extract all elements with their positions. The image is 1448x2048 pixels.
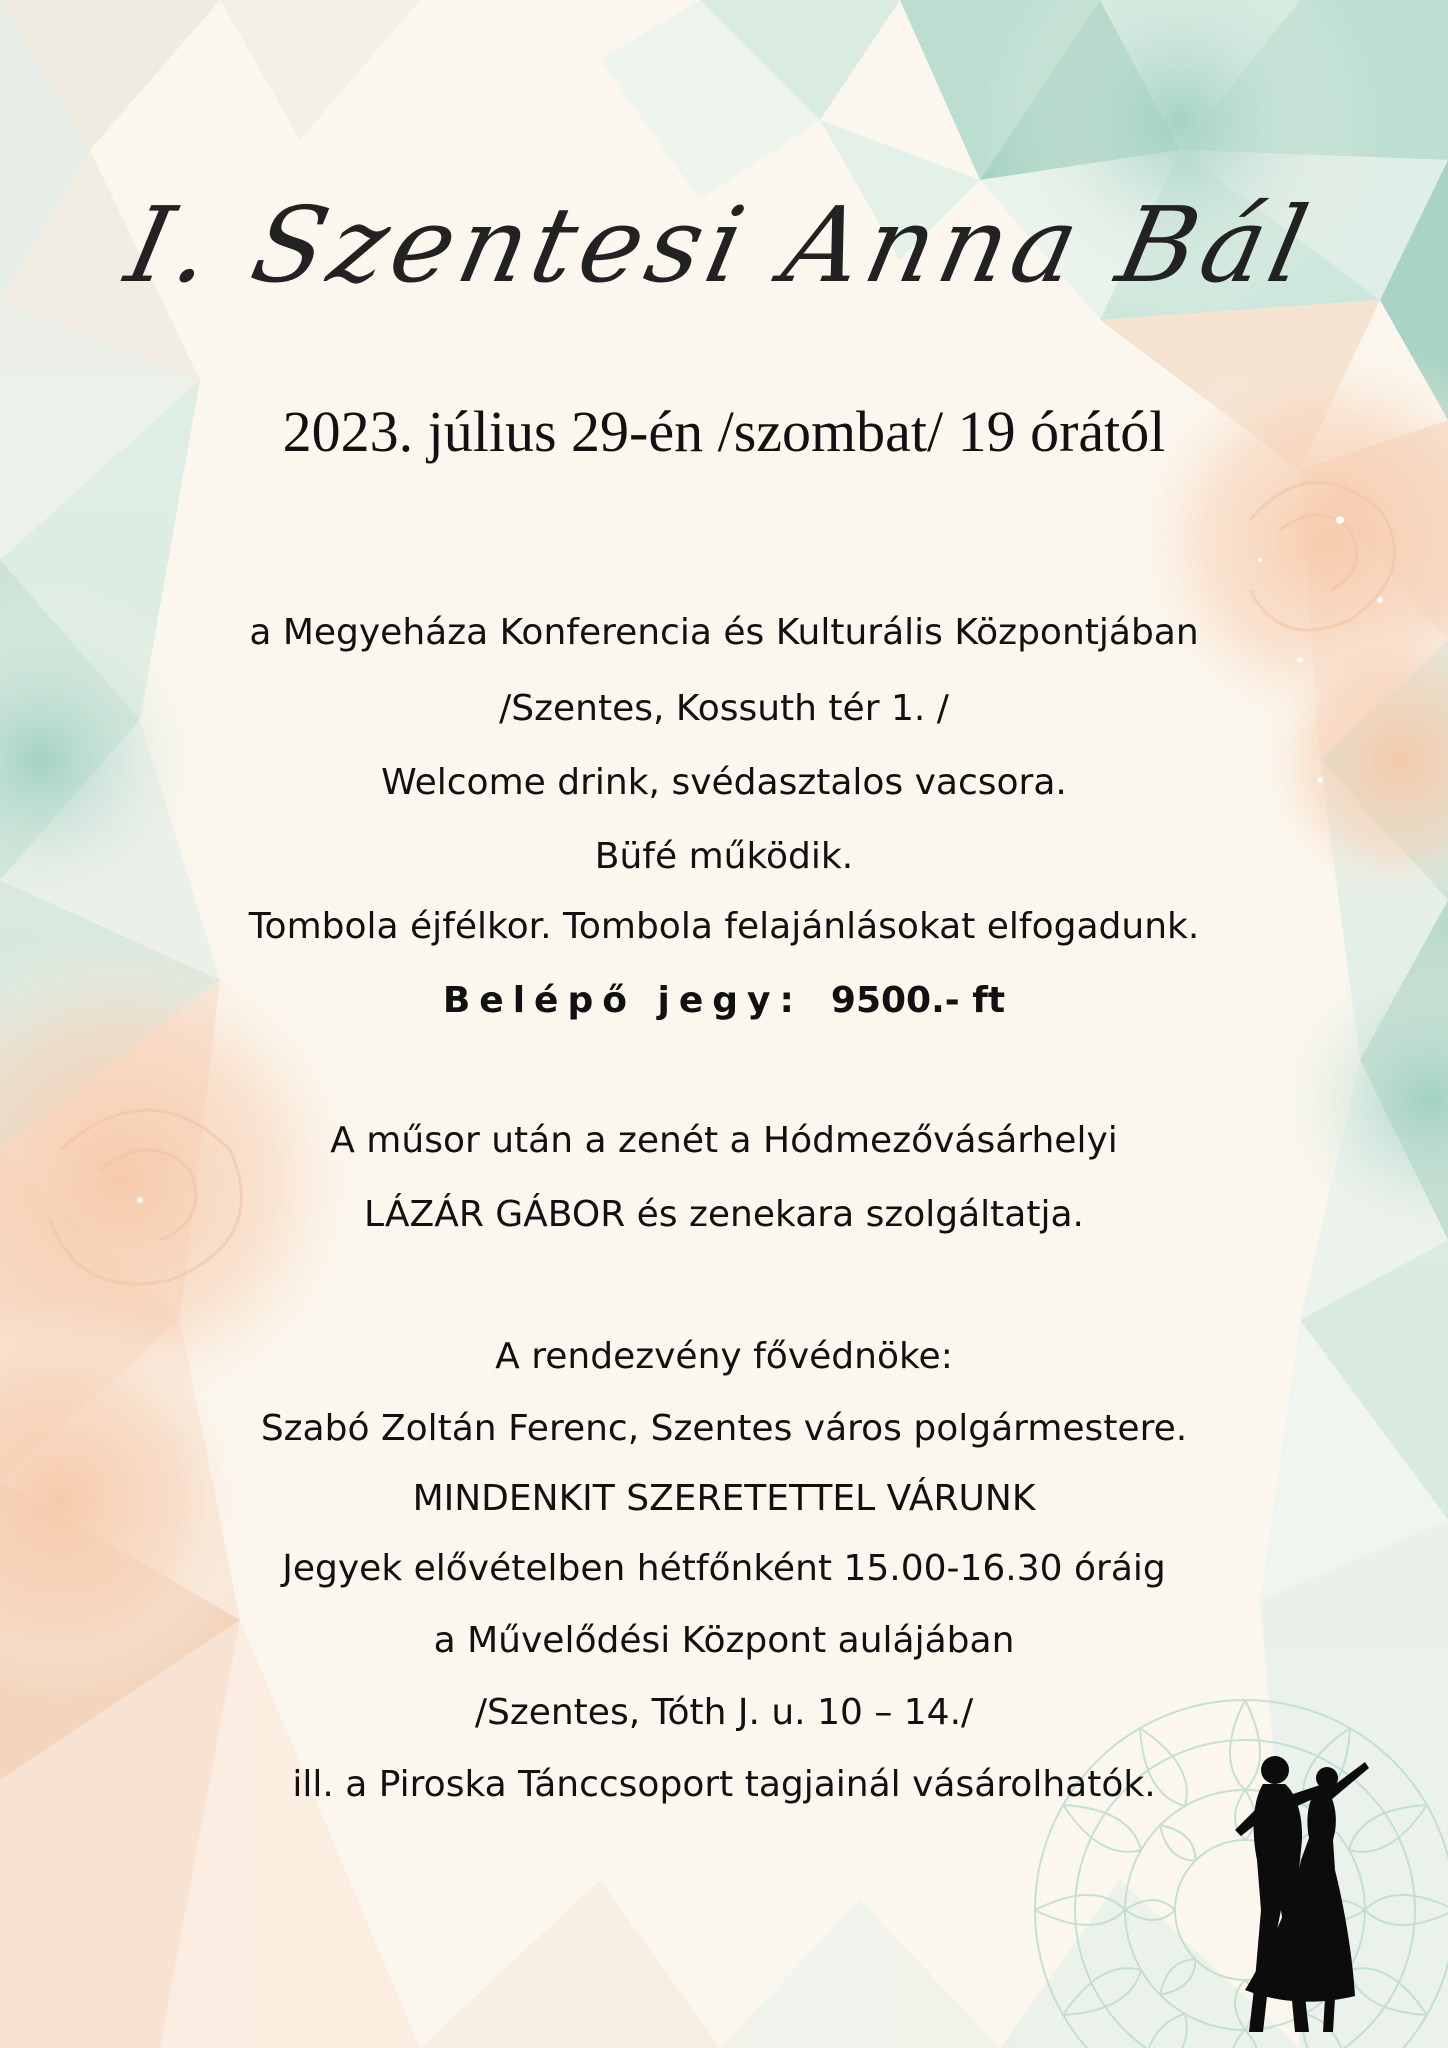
ticket-label: Belépő jegy: [442, 980, 803, 1021]
event-date: 2023. július 29-én /szombat/ 19 órától [282, 399, 1166, 464]
patron-label: A rendezvény fővédnöke: [495, 1336, 953, 1377]
music-line-2: LÁZÁR GÁBOR és zenekara szolgáltatja. [364, 1194, 1084, 1235]
presale-address: /Szentes, Tóth J. u. 10 – 14./ [474, 1692, 974, 1733]
dinner-line: Welcome drink, svédasztalos vacsora. [381, 762, 1067, 803]
event-title: I. Szentesi Anna Bál [116, 184, 1324, 306]
welcome-line: MINDENKIT SZERETETTEL VÁRUNK [412, 1478, 1036, 1519]
address-line: /Szentes, Kossuth tér 1. / [499, 688, 949, 729]
dancing-couple-silhouette-icon [1205, 1740, 1385, 2040]
patron-name: Szabó Zoltán Ferenc, Szentes város polgármestere. [260, 1408, 1188, 1449]
buffet-line: Büfé működik. [594, 836, 854, 877]
venue-line: a Megyeháza Konferencia és Kulturális Központjában [249, 612, 1199, 653]
tombola-line: Tombola éjfélkor. Tombola felajánlásokat elfogadunk. [248, 906, 1200, 947]
ticket-line [0, 980, 1448, 1021]
ticket-price: 9500.- ft [830, 980, 1006, 1021]
presale-line: Jegyek elővételben hétfőnként 15.00-16.30 óráig [282, 1548, 1166, 1589]
music-line-1: A műsor után a zenét a Hódmezővásárhelyi [330, 1120, 1118, 1161]
presale-place: a Művelődési Központ aulájában [433, 1620, 1015, 1661]
presale-alt: ill. a Piroska Tánccsoport tagjainál vásárolhatók. [292, 1764, 1156, 1805]
